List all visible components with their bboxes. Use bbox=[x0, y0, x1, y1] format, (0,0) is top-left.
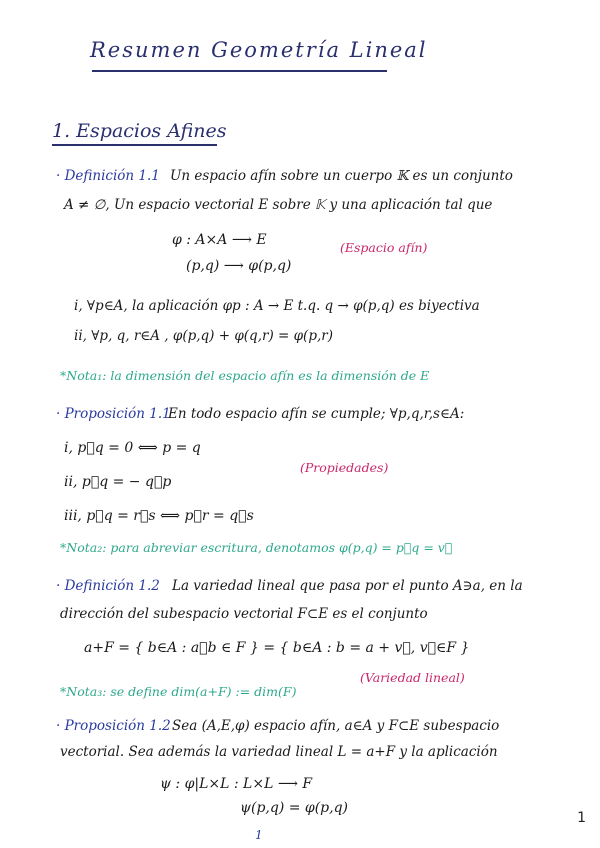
proposition-1-2-line2: vectorial. Sea además la variedad lineal L = a+F y la aplicación bbox=[60, 744, 498, 760]
definition-1-1-label: · Definición 1.1 bbox=[56, 168, 160, 184]
note-3: *Nota₃: se define dim(a+F) := dim(F) bbox=[60, 684, 297, 699]
proposition-1-1-intro: En todo espacio afín se cumple; ∀p,q,r,s∈A: bbox=[168, 406, 465, 422]
proposition-1-2-map-line2: ψ(p,q) = φ(p,q) bbox=[240, 800, 349, 816]
proposition-1-2-map-line1: ψ : φ|L×L : L×L ⟶ F bbox=[160, 776, 313, 792]
note-1: *Nota₁: la dimensión del espacio afín es la dimensión de E bbox=[60, 368, 430, 383]
propiedades-side-label: (Propiedades) bbox=[300, 460, 389, 475]
note-2: *Nota₂: para abreviar escritura, denotamos φ(p,q) = p⃗q = v⃗ bbox=[60, 540, 453, 555]
definition-1-1-line1: Un espacio afín sobre un cuerpo 𝕂 es un conjunto bbox=[170, 168, 513, 184]
definition-1-1-line2: A ≠ ∅, Un espacio vectorial E sobre 𝕂 y una aplicación tal que bbox=[64, 197, 493, 213]
proposition-1-1-label: · Proposición 1.1 bbox=[56, 406, 171, 422]
page-number: 1 bbox=[577, 810, 586, 826]
page-title: Resumen Geometría Lineal bbox=[90, 38, 428, 62]
proposition-1-2-label: · Proposición 1.2 bbox=[56, 718, 171, 734]
proposition-1-1-item1: i, p⃗q = 0 ⟺ p = q bbox=[64, 440, 201, 456]
section-underline bbox=[52, 144, 217, 146]
title-underline bbox=[92, 70, 387, 72]
definition-1-2-label: · Definición 1.2 bbox=[56, 578, 160, 594]
section-heading: 1. Espacios Afines bbox=[52, 120, 227, 142]
definition-1-1-map-line2: (p,q) ⟶ φ(p,q) bbox=[186, 258, 292, 274]
proposition-1-1-item2: ii, p⃗q = − q⃗p bbox=[64, 474, 172, 490]
definition-1-2-formula: a+F = { b∈A : a⃗b ∈ F } = { b∈A : b = a + v⃗, v⃗∈F } bbox=[84, 640, 470, 656]
definition-1-1-item1: i, ∀p∈A, la aplicación φp : A → E t.q. q → φ(p,q) es biyectiva bbox=[74, 298, 480, 314]
definition-1-2-line2: dirección del subespacio vectorial F⊂E es el conjunto bbox=[60, 606, 428, 622]
handwritten-page-number: 1 bbox=[255, 828, 263, 842]
definition-1-2-line1: La variedad lineal que pasa por el punto A∋a, en la bbox=[172, 578, 523, 594]
proposition-1-2-line1: Sea (A,E,φ) espacio afín, a∈A y F⊂E subespacio bbox=[172, 718, 500, 734]
definition-1-1-map-line1: φ : A×A ⟶ E bbox=[172, 232, 267, 248]
variedad-lineal-side-label: (Variedad lineal) bbox=[360, 670, 465, 685]
proposition-1-1-item3: iii, p⃗q = r⃗s ⟺ p⃗r = q⃗s bbox=[64, 508, 254, 524]
definition-1-1-item2: ii, ∀p, q, r∈A , φ(p,q) + φ(q,r) = φ(p,r) bbox=[74, 328, 333, 344]
espacio-afin-side-label: (Espacio afín) bbox=[340, 240, 428, 255]
